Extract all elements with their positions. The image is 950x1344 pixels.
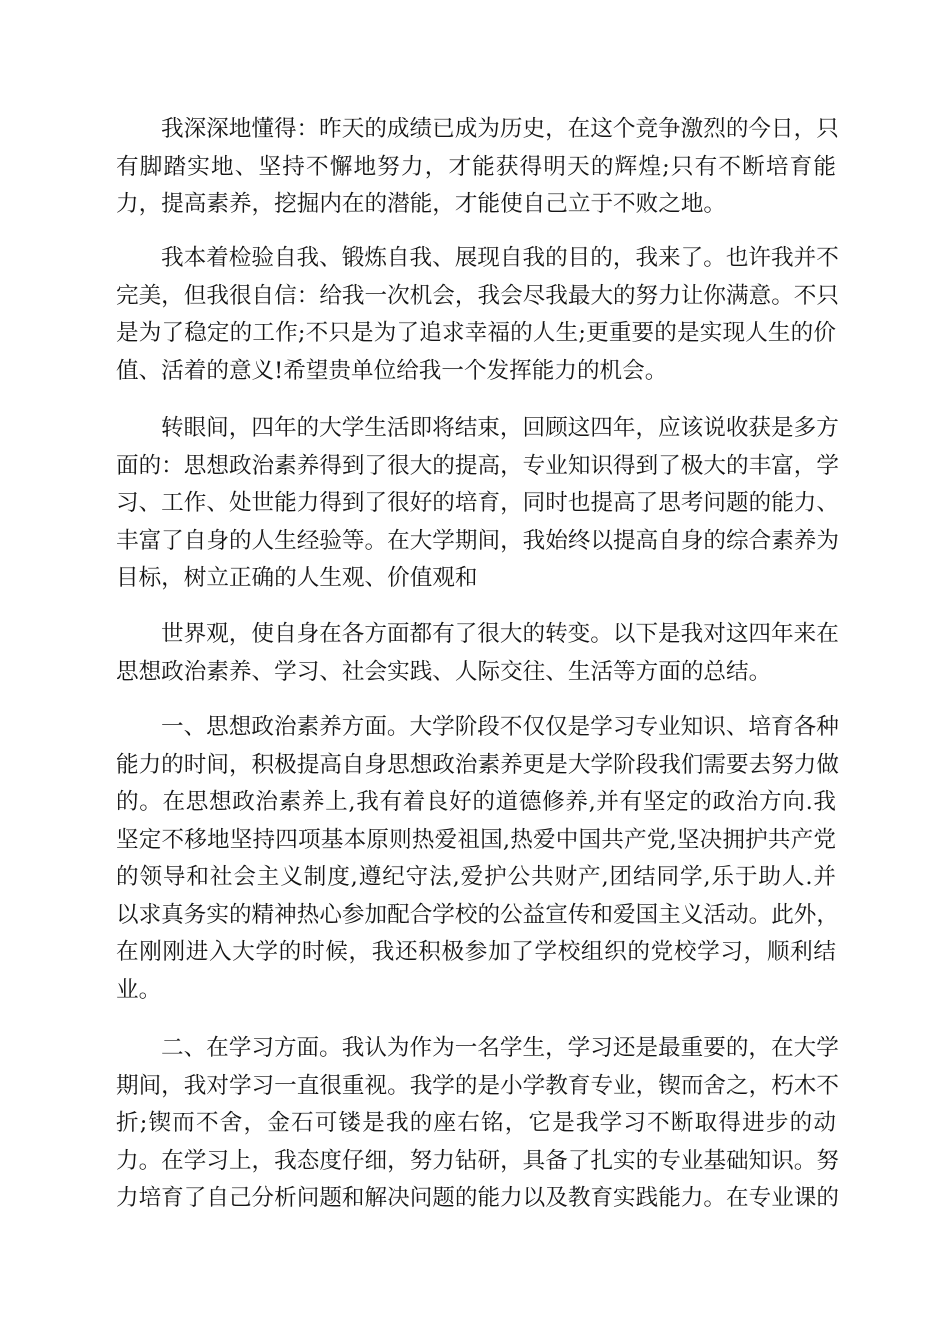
paragraph-motivation xyxy=(116,240,839,390)
paragraph-university-review xyxy=(116,410,839,598)
text-line: 力，提高素养，挖掘内在的潜能，才能使自己立于不败之地。 xyxy=(116,191,727,217)
text-line: 业。 xyxy=(116,976,162,1003)
text-line: 我本着检验自我、锻炼自我、展现自我的目的，我来了。也许我并不 xyxy=(161,245,839,271)
text-line: 转眼间，四年的大学生活即将结束，回顾这四年，应该说收获是多方 xyxy=(161,415,839,441)
text-line: 是为了稳定的工作;不只是为了追求幸福的人生;更重要的是实现人生的价 xyxy=(116,320,836,346)
paragraph-confidence xyxy=(116,111,839,224)
text-line: 面的：思想政治素养得到了很大的提高，专业知识得到了极大的丰富，学 xyxy=(116,452,839,479)
text-line: 的。在思想政治素养上,我有着良好的道德修养,并有坚定的政治方向.我 xyxy=(116,789,836,815)
text-line: 力。在学习上，我态度仔细，努力钻研，具备了扎实的专业基础知识。努 xyxy=(116,1147,839,1174)
text-line: 以求真务实的精神热心参加配合学校的公益宣传和爱国主义活动。此外， xyxy=(116,901,839,928)
text-line: 思想政治素养、学习、社会实践、人际交往、生活等方面的总结。 xyxy=(116,658,772,685)
text-line: 习、工作、处世能力得到了很好的培育，同时也提高了思考问题的能力、 xyxy=(116,490,839,516)
text-line: 目标，树立正确的人生观、价值观和 xyxy=(116,565,478,591)
text-line: 坚定不移地坚持四项基本原则热爱祖国,热爱中国共产党,坚决拥护共产党 xyxy=(116,826,836,853)
text-line: 值、活着的意义!希望贵单位给我一个发挥能力的机会。 xyxy=(116,357,668,384)
text-line: 期间，我对学习一直很重视。我学的是小学教育专业，锲而舍之，朽木不 xyxy=(116,1072,839,1099)
paragraph-study xyxy=(116,1030,839,1218)
text-line: 折;锲而不舍，金石可镂是我的座右铭，它是我学习不断取得进步的动 xyxy=(116,1110,836,1136)
text-line: 完美，但我很自信：给我一次机会，我会尽我最大的努力让你满意。不只 xyxy=(116,282,839,309)
text-line: 在刚刚进入大学的时候，我还积极参加了学校组织的党校学习，顺利结 xyxy=(116,939,836,965)
text-line: 一、思想政治素养方面。大学阶段不仅仅是学习专业知识、培育各种 xyxy=(161,714,839,740)
text-line: 我深深地懂得：昨天的成绩已成为历史，在这个竞争激烈的今日，只 xyxy=(161,116,839,142)
text-line: 能力的时间，积极提高自身思想政治素养更是大学阶段我们需要去努力做 xyxy=(116,751,839,778)
paragraph-worldview xyxy=(116,616,839,691)
text-line: 力培育了自己分析问题和解决问题的能力以及教育实践能力。在专业课的 xyxy=(116,1185,839,1211)
text-line: 世界观，使自身在各方面都有了很大的转变。以下是我对这四年来在 xyxy=(161,621,839,647)
paragraph-political-quality xyxy=(116,709,839,1009)
text-line: 有脚踏实地、坚持不懈地努力，才能获得明天的辉煌;只有不断培育能 xyxy=(116,153,836,180)
text-line: 二、在学习方面。我认为作为一名学生，学习还是最重要的，在大学 xyxy=(161,1035,839,1061)
text-line: 的领导和社会主义制度,遵纪守法,爱护公共财产,团结同学,乐于助人.并 xyxy=(116,864,836,890)
text-line: 丰富了自身的人生经验等。在大学期间，我始终以提高自身的综合素养为 xyxy=(116,527,839,554)
